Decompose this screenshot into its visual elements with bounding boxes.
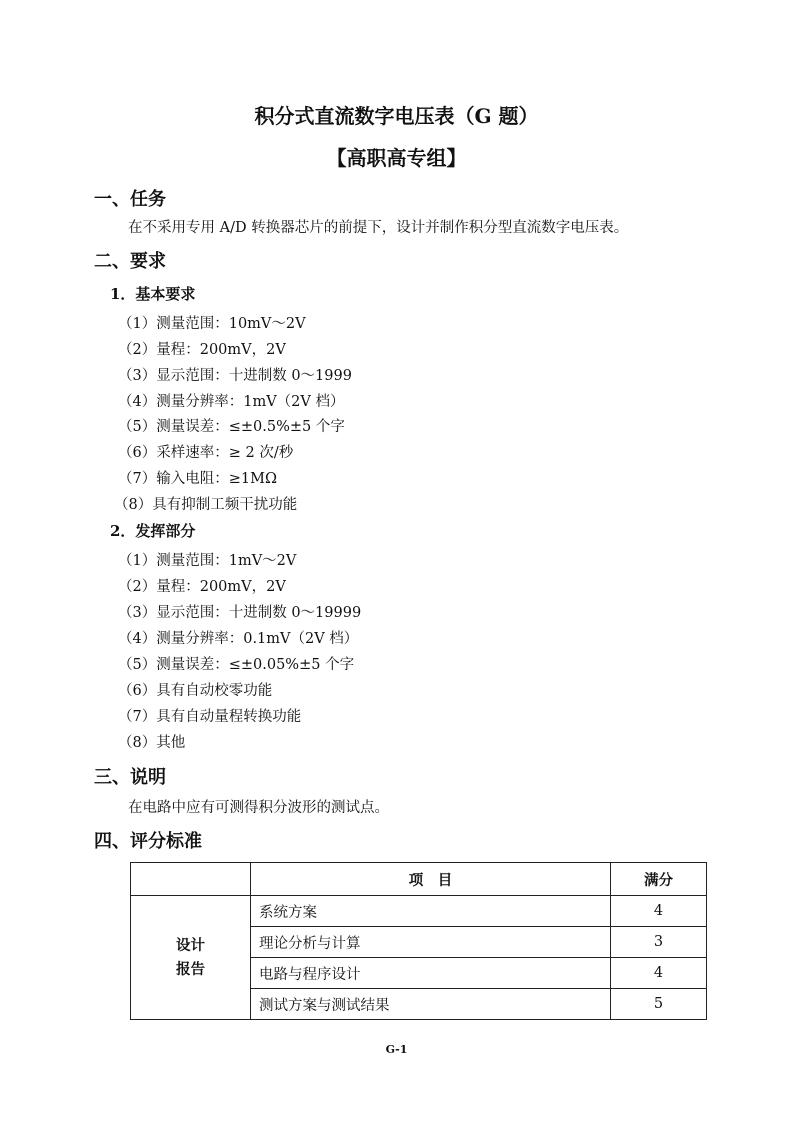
- row-item: 电路与程序设计: [251, 958, 611, 989]
- page-number: G-1: [385, 1043, 408, 1056]
- subheading-advanced: 2．发挥部分: [110, 522, 196, 540]
- table-header-row: [131, 863, 707, 896]
- row-score: 4: [611, 958, 707, 989]
- basic-item: （7）输入电阻：≥1MΩ: [118, 471, 277, 487]
- advanced-item: （4）测量分辨率：0.1mV（2V 档）: [118, 631, 359, 647]
- basic-item: （3）显示范围：十进制数 0～1999: [118, 368, 352, 384]
- row-item: 测试方案与测试结果: [251, 989, 611, 1020]
- table-header: [131, 863, 251, 896]
- document-title: 积分式直流数字电压表（G 题）: [254, 104, 539, 128]
- advanced-item: （2）量程：200mV，2V: [118, 579, 286, 595]
- advanced-item: （6）具有自动校零功能: [118, 683, 273, 699]
- section-heading-task: 一、任务: [94, 189, 166, 210]
- row-item: 系统方案: [251, 896, 611, 927]
- group-label-line: 设计: [176, 937, 205, 955]
- section-heading-scoring: 四、评分标准: [94, 831, 202, 852]
- basic-item: （1）测量范围：10mV～2V: [118, 316, 306, 332]
- basic-item: （2）量程：200mV，2V: [118, 342, 286, 358]
- section-heading-notes: 三、说明: [94, 767, 166, 788]
- basic-item: （6）采样速率：≥ 2 次/秒: [118, 445, 294, 461]
- basic-item: （5）测量误差：≤±0.5%±5 个字: [118, 419, 345, 435]
- table-header-item: 项 目: [251, 863, 611, 896]
- subheading-basic: 1．基本要求: [110, 285, 196, 303]
- advanced-item: （1）测量范围：1mV～2V: [118, 553, 297, 569]
- advanced-item: （5）测量误差：≤±0.05%±5 个字: [118, 657, 355, 673]
- notes-text: 在电路中应有可测得积分波形的测试点。: [128, 800, 389, 816]
- advanced-item: （7）具有自动量程转换功能: [118, 709, 302, 725]
- section-heading-requirements: 二、要求: [94, 251, 166, 272]
- advanced-item: （8）其他: [118, 735, 186, 751]
- scoring-table: [130, 862, 707, 1020]
- basic-item: （8）具有抑制工频干扰功能: [114, 497, 298, 513]
- advanced-item: （3）显示范围：十进制数 0～19999: [118, 605, 362, 621]
- basic-item: （4）测量分辨率：1mV（2V 档）: [118, 394, 345, 410]
- task-text: 在不采用专用 A/D 转换器芯片的前提下，设计并制作积分型直流数字电压表。: [128, 220, 629, 236]
- row-item: 理论分析与计算: [251, 927, 611, 958]
- table-row: [131, 896, 707, 927]
- group-label-line: 报告: [176, 960, 205, 978]
- group-label: [131, 896, 251, 1020]
- document-subtitle: 【高职高专组】: [326, 146, 467, 170]
- row-score: 3: [611, 927, 707, 958]
- row-score: 5: [611, 989, 707, 1020]
- row-score: 4: [611, 896, 707, 927]
- table-header-score: 满分: [611, 863, 707, 896]
